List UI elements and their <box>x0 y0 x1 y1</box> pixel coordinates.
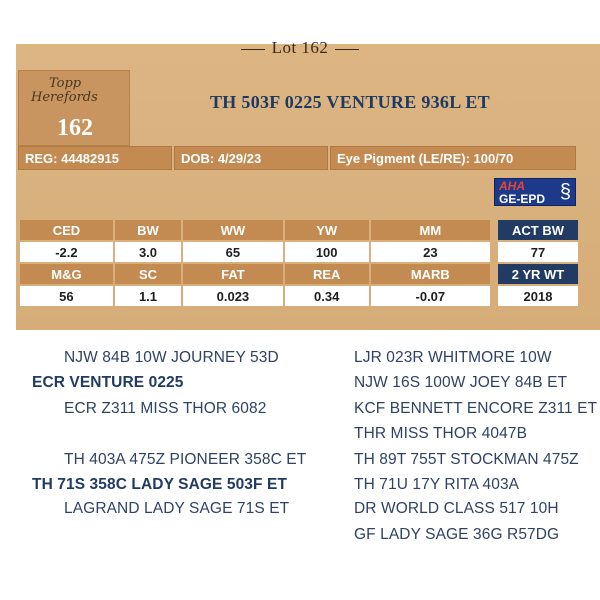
lot-number: 162 <box>57 115 93 141</box>
date-of-birth: DOB: 4/29/23 <box>174 146 328 170</box>
pedigree-ancestor: TH 71U 17Y RITA 403A <box>354 476 520 493</box>
dna-helix-icon: § <box>559 181 571 203</box>
epd-header-bw: BW <box>115 220 181 240</box>
pedigree-sire: ECR VENTURE 0225 <box>32 374 184 391</box>
pedigree-sire-dam: ECR Z311 MISS THOR 6082 <box>64 400 267 417</box>
epd-value-sc: 1.1 <box>115 286 181 306</box>
registration-number: REG: 44482915 <box>18 146 172 170</box>
epd-header-sc: SC <box>115 264 181 284</box>
epd-header-yw: YW <box>285 220 369 240</box>
epd-value-ww: 65 <box>183 242 283 262</box>
epd-value-mg: 56 <box>20 286 113 306</box>
epd-header-ww: WW <box>183 220 283 240</box>
ge-epd-logo-text: GE-EPD <box>499 192 546 206</box>
pedigree-ancestor: TH 89T 755T STOCKMAN 475Z <box>354 451 579 468</box>
epd-value-rea: 0.34 <box>285 286 369 306</box>
ranch-logo-box <box>18 70 130 146</box>
pedigree-sire-sire: NJW 84B 10W JOURNEY 53D <box>64 349 279 366</box>
epd-header-ced: CED <box>20 220 113 240</box>
epd-header-mg: M&G <box>20 264 113 284</box>
logo-line-2: Herefords <box>31 90 98 105</box>
epd-value-yw: 100 <box>285 242 369 262</box>
epd-header-marb: MARB <box>371 264 490 284</box>
pedigree-ancestor: THR MISS THOR 4047B <box>354 425 528 442</box>
logo-line-1: Topp <box>49 76 82 91</box>
epd-value-bw: 3.0 <box>115 242 181 262</box>
epd-header-mm: MM <box>371 220 490 240</box>
epd-value-fat: 0.023 <box>183 286 283 306</box>
eye-pigment: Eye Pigment (LE/RE): 100/70 <box>330 146 576 170</box>
aha-logo-text: AHA <box>499 179 525 193</box>
pedigree-dam: TH 71S 358C LADY SAGE 503F ET <box>32 476 288 493</box>
pedigree-dam-sire: TH 403A 475Z PIONEER 358C ET <box>64 451 307 468</box>
epd-value-marb: -0.07 <box>371 286 490 306</box>
pedigree-ancestor: KCF BENNETT ENCORE Z311 ET <box>354 400 598 417</box>
epd-value-ced: -2.2 <box>20 242 113 262</box>
epd-value-row-1 <box>20 242 490 262</box>
epd-header-rea: REA <box>285 264 369 284</box>
two-yr-wt-value: 2018 <box>498 286 578 306</box>
ranch-logo <box>27 77 123 113</box>
pedigree-ancestor: NJW 16S 100W JOEY 84B ET <box>354 374 568 391</box>
epd-value-row-2 <box>20 286 490 306</box>
aha-ge-epd-badge <box>494 178 576 206</box>
pedigree-dam-dam: LAGRAND LADY SAGE 71S ET <box>64 500 290 517</box>
epd-header-row-2 <box>20 264 490 284</box>
epd-value-mm: 23 <box>371 242 490 262</box>
header-rule-left <box>241 49 265 50</box>
header-rule-right <box>335 49 359 50</box>
epd-header-row-1 <box>20 220 490 240</box>
pedigree-ancestor: DR WORLD CLASS 517 10H <box>354 500 559 517</box>
two-yr-wt-label: 2 YR WT <box>498 264 578 284</box>
act-bw-value: 77 <box>498 242 578 262</box>
lot-header-text: Lot 162 <box>271 38 329 57</box>
pedigree-ancestor: GF LADY SAGE 36G R57DG <box>354 526 560 543</box>
actual-weights-table <box>496 218 580 308</box>
pedigree-ancestor: LJR 023R WHITMORE 10W <box>354 349 552 366</box>
act-bw-label: ACT BW <box>498 220 578 240</box>
animal-name: TH 503F 0225 VENTURE 936L ET <box>210 92 490 112</box>
epd-table <box>18 218 492 308</box>
lot-header <box>0 38 600 62</box>
epd-header-fat: FAT <box>183 264 283 284</box>
